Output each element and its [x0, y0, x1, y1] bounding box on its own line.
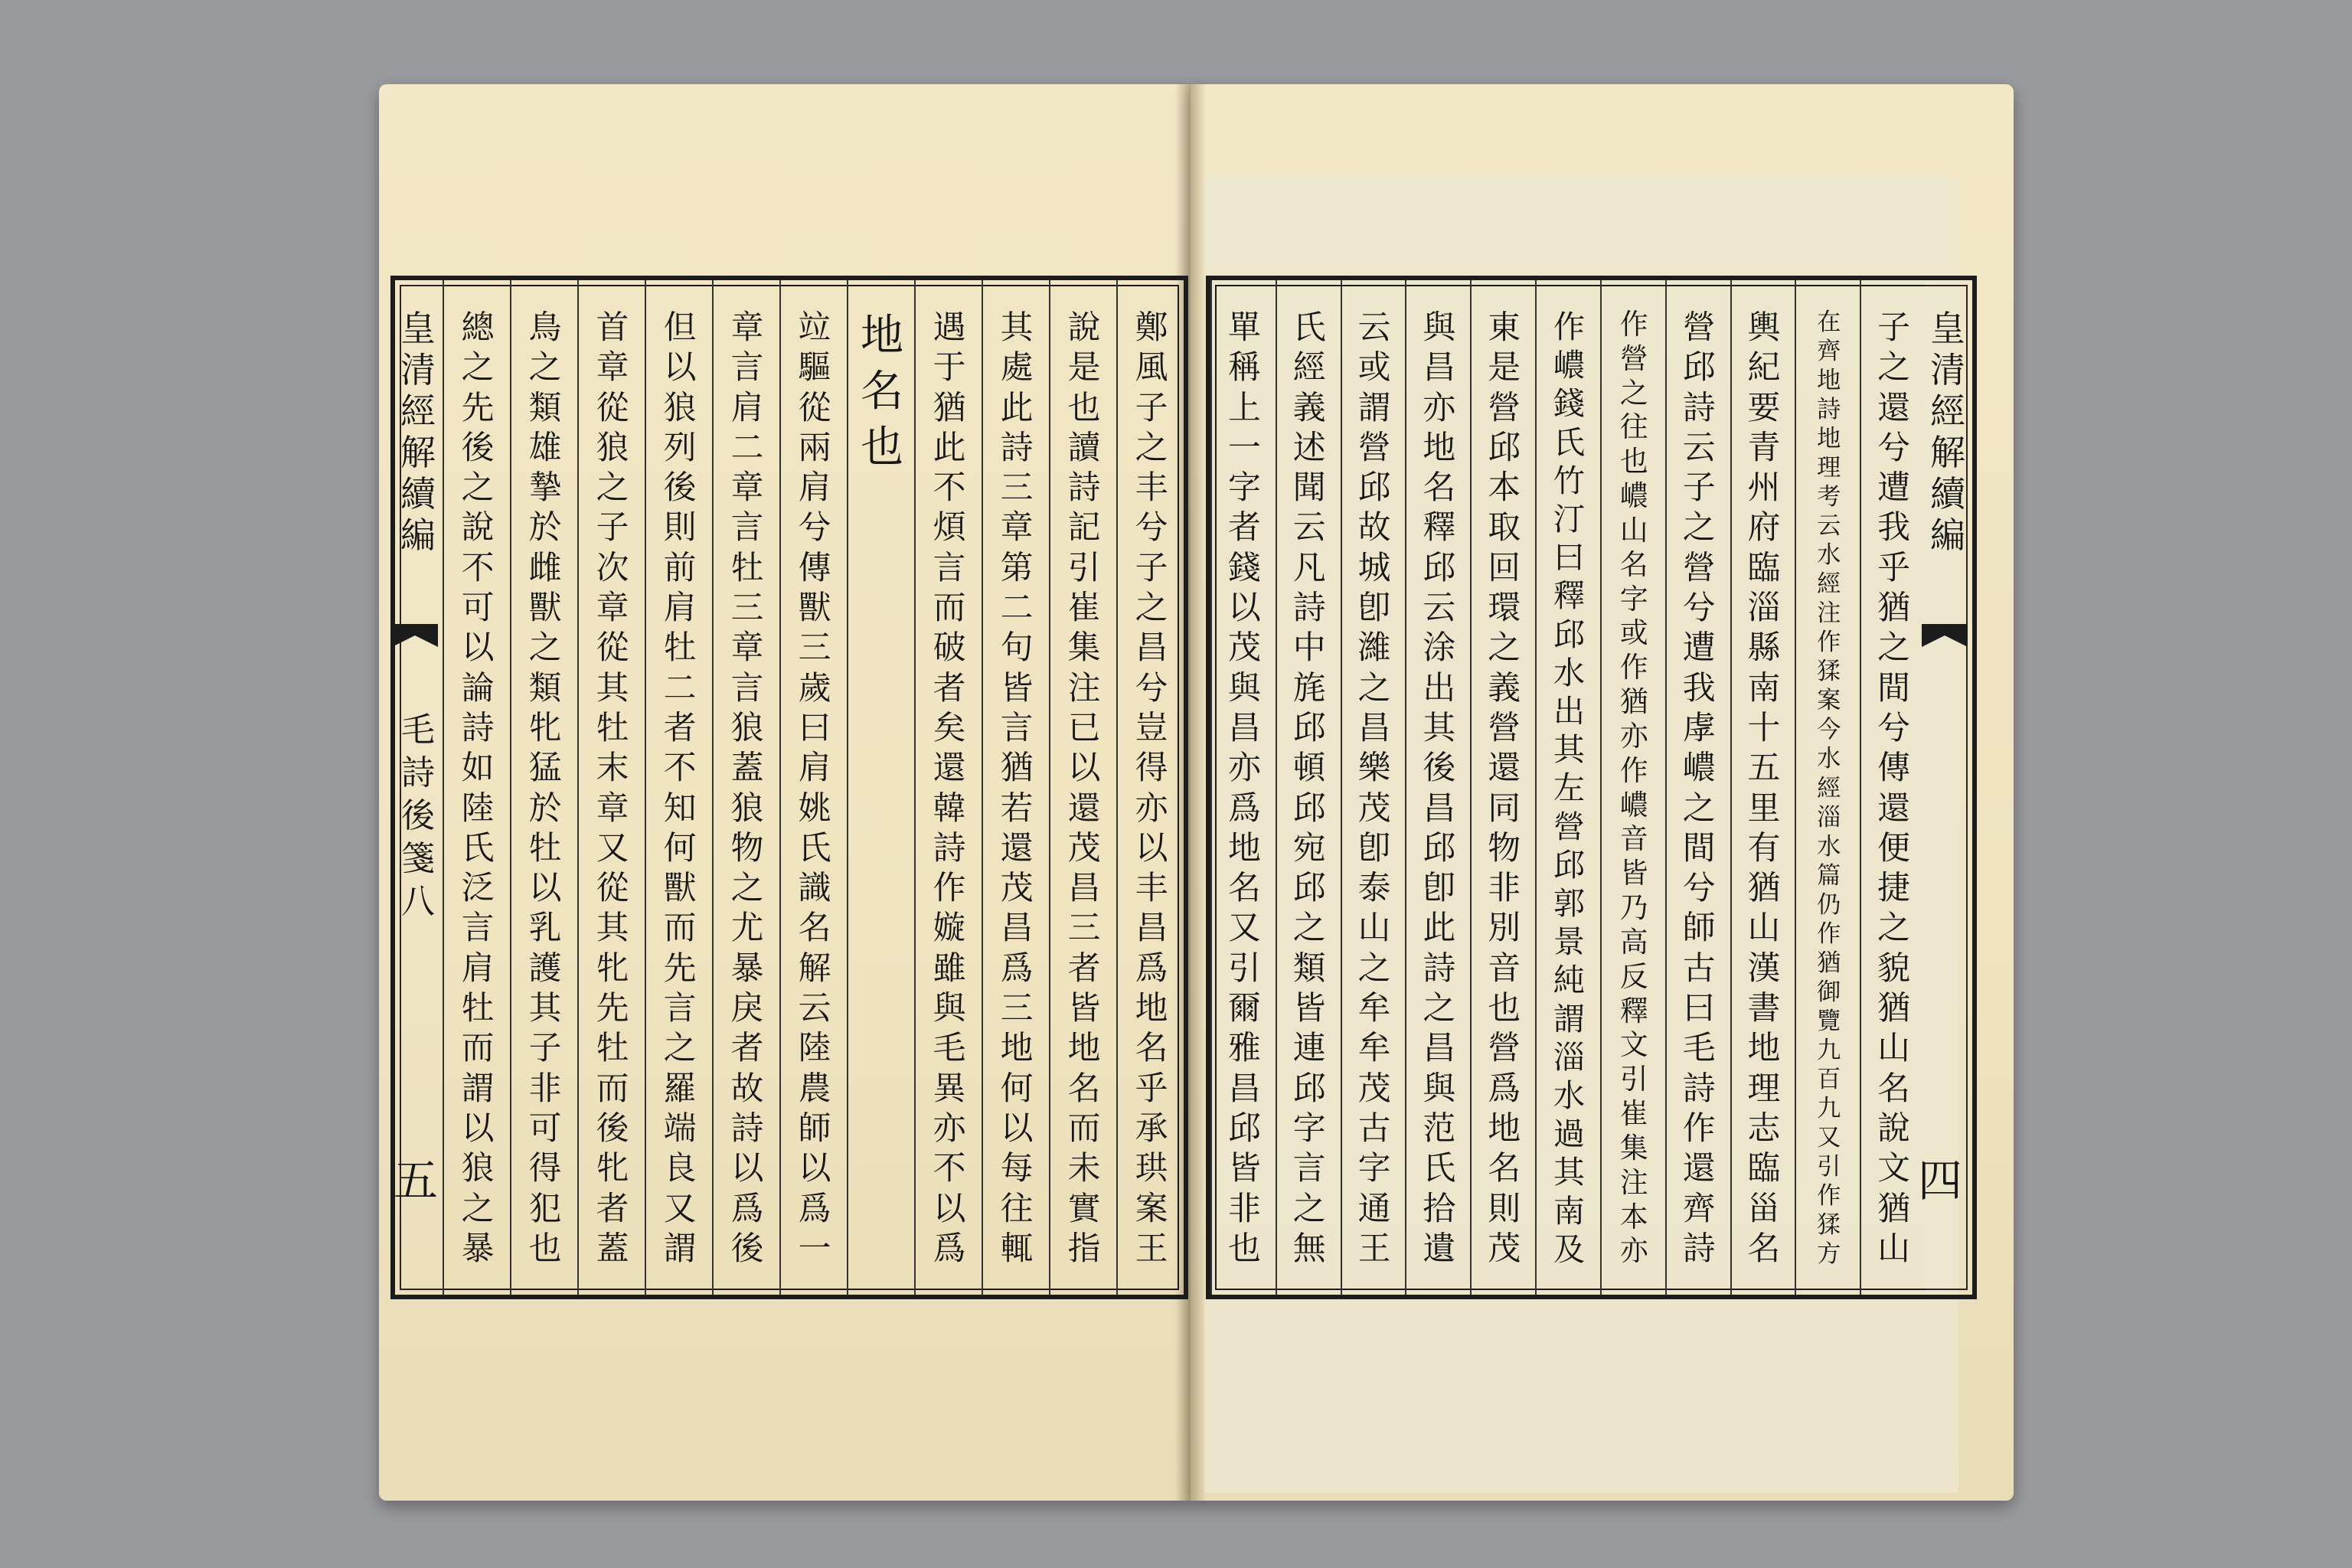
- left-print-frame: [390, 276, 1188, 1299]
- text-column: 與 昌 亦 地 名 釋 邱 云 涂 出 其 後 昌 邱 卽 此 詩 之 昌 與 范 氏 拾 遺: [1405, 280, 1472, 1295]
- margin-title: 皇 清 經 解 續 編: [400, 308, 436, 556]
- margin-title-strip: [395, 280, 441, 1295]
- text-column: 鳥 之 類 雄 摯 於 雌 獸 之 類 牝 猛 於 牡 以 乳 護 其 子 非 可 得 犯 也: [510, 280, 579, 1295]
- text-column: 輿 紀 要 青 州 府 臨 淄 縣 南 十 五 里 有 猶 山 漢 書 地 理 志 臨 甾 名: [1730, 280, 1797, 1295]
- text-column: 作 營 之 往 也 嶩 山 名 字 或 作 猶 亦 作 嶩 音 皆 乃 高 反 釋 文 引 崔 集 注 本 亦: [1600, 280, 1667, 1295]
- margin-section: 毛 詩 後 箋 八: [401, 710, 435, 921]
- right-folio: 四: [1918, 1155, 1963, 1207]
- text-column: 鄭 風 子 之 丰 兮 子 之 昌 兮 豈 得 亦 以 丰 昌 爲 地 名 乎 承 珙 案 王: [1116, 280, 1185, 1295]
- text-column: 云 或 謂 營 邱 故 城 卽 濰 之 昌 樂 茂 卽 泰 山 之 牟 牟 茂 古 字 通 王: [1341, 280, 1407, 1295]
- text-column: 但 以 狼 列 後 則 前 肩 牡 二 者 不 知 何 獸 而 先 言 之 羅 端 良 又 謂: [645, 280, 714, 1295]
- text-column: 東 是 營 邱 本 取 回 環 之 義 營 還 同 物 非 別 音 也 營 爲 地 名 則 茂: [1470, 280, 1537, 1295]
- margin-title-strip: [1925, 280, 1971, 1295]
- text-column: 作 嶩 錢 氏 竹 汀 曰 釋 邱 水 出 其 左 營 邱 郭 景 純 謂 淄 水 過 其 南 及: [1535, 280, 1602, 1295]
- text-column: 氏 經 義 述 聞 云 凡 詩 中 旄 邱 頓 邱 宛 邱 之 類 皆 連 邱 字 言 之 無: [1276, 280, 1342, 1295]
- text-column: 其 處 此 詩 三 章 第 二 句 皆 言 猶 若 還 茂 昌 爲 三 地 何 以 每 往 輒: [982, 280, 1050, 1295]
- text-column: 營 邱 詩 云 子 之 營 兮 遭 我 虖 嶩 之 間 兮 師 古 曰 毛 詩 作 還 齊 詩: [1665, 280, 1732, 1295]
- text-column: 遇 于 猶 此 不 煩 言 而 破 者 矣 還 韓 詩 作 嫙 雖 與 毛 異 亦 不 以 爲: [914, 280, 983, 1295]
- text-column: 單 稱 上 一 字 者 錢 以 茂 與 昌 亦 爲 地 名 又 引 爾 雅 昌 邱 皆 非 也: [1210, 280, 1277, 1295]
- text-column: 章 言 肩 二 章 言 牡 三 章 言 狼 蓋 狼 物 之 尤 暴 戾 者 故 詩 以 爲 後: [712, 280, 781, 1295]
- text-column: 地 名 也: [847, 280, 916, 1295]
- text-column: 首 章 從 狼 之 子 次 章 從 其 牡 末 章 又 從 其 牝 先 牡 而 後 牝 者 蓋: [577, 280, 646, 1295]
- right-print-frame: [1206, 276, 1977, 1299]
- left-folio: 五: [394, 1155, 439, 1207]
- margin-title: 皇 清 經 解 續 編: [1930, 308, 1965, 556]
- text-column: 在 齊 地 詩 地 理 考 云 水 經 注 作 猱 案 今 水 經 淄 水 篇 仍 作 猶 御 覽 九 百 九 又 引 作 猱 方: [1795, 280, 1861, 1295]
- text-column: 說 是 也 讀 詩 記 引 崔 集 注 已 以 還 茂 昌 三 者 皆 地 名 而 未 實 指: [1049, 280, 1118, 1295]
- text-column: 子 之 還 兮 遭 我 乎 猶 之 間 兮 傳 還 便 捷 之 貌 猶 山 名 說 文 猶 山: [1860, 280, 1926, 1295]
- text-column: 總 之 先 後 之 說 不 可 以 論 詩 如 陸 氏 泛 言 肩 牡 而 謂 以 狼 之 暴: [443, 280, 511, 1295]
- text-column: 竝 驅 從 兩 肩 兮 傳 獸 三 歲 曰 肩 姚 氏 識 名 解 云 陸 農 師 以 爲 一: [779, 280, 848, 1295]
